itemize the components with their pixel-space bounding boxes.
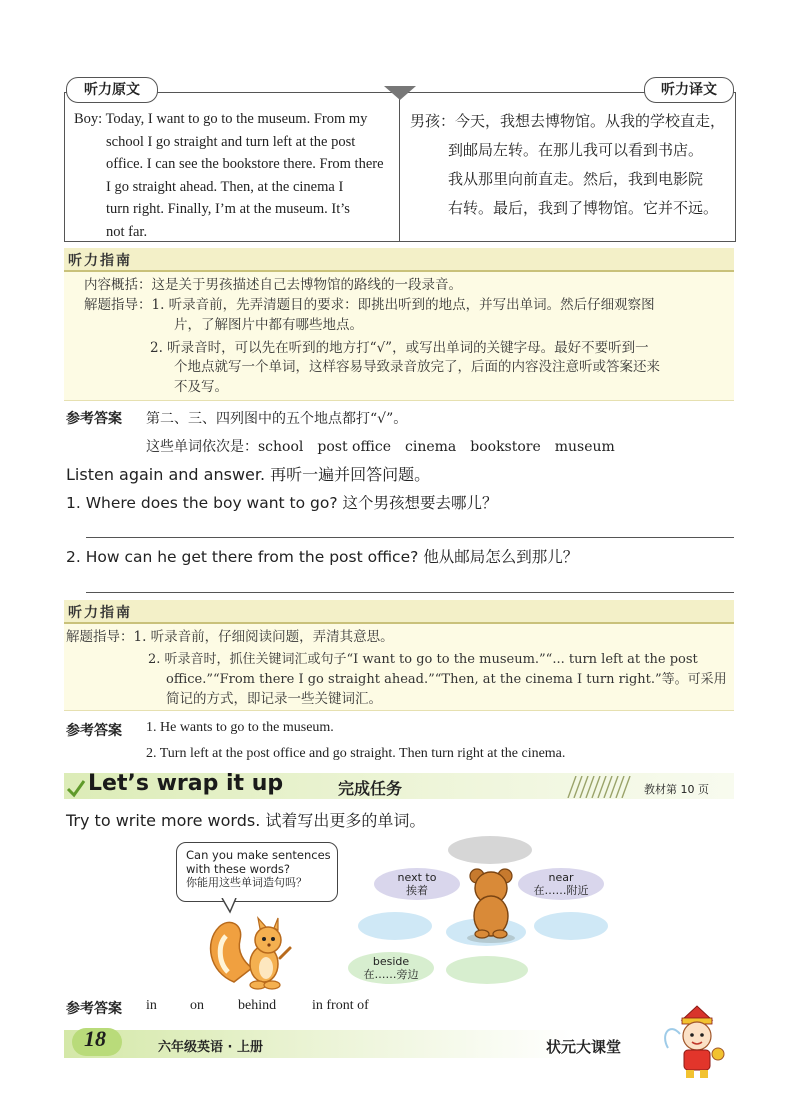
english-line: Boy: Today, I want to go to the museum. From my	[74, 111, 368, 127]
section-title: Let’s wrap it up	[88, 771, 284, 796]
bubble-word: beside	[372, 955, 410, 968]
stripe-decoration	[566, 776, 636, 798]
answer-line-1	[86, 537, 734, 538]
blue-bubble	[534, 912, 608, 940]
guide-line: 简记的方式，即记录一些关键词汇。	[166, 691, 382, 707]
word-bubble-near	[518, 868, 604, 900]
guide-line: 不及写。	[174, 379, 228, 395]
chinese-line: 右转。最后，我到了博物馆。它并不远。	[448, 201, 719, 217]
answer-line-2	[86, 592, 734, 593]
listening-translation-tab: 听力译文	[644, 77, 734, 103]
blue-bubble	[358, 912, 432, 940]
green-bubble	[446, 956, 528, 984]
check-mark-icon	[66, 778, 86, 798]
chinese-line: 男孩：今天，我想去博物馆。从我的学校直走，	[410, 114, 726, 130]
answer-text: 这些单词依次是：school post office cinema bookstore museum	[146, 439, 615, 455]
instruction: Try to write more words. 试着写出更多的单词。	[66, 811, 426, 830]
tab-notch-decoration	[384, 86, 416, 100]
squirrel-illustration	[204, 912, 300, 992]
speech-bubble	[176, 842, 338, 902]
english-line: I go straight ahead. Then, at the cinema I	[106, 178, 344, 195]
mascot-illustration	[664, 1004, 730, 1080]
guide-title: 听力指南	[68, 605, 132, 621]
speech-line: Can you make sentences	[186, 848, 331, 862]
section-heading: Listen again and answer. 再听一遍并回答问题。	[66, 465, 431, 484]
textbook-page-ref: 教材第 10 页	[644, 783, 709, 796]
speech-line: with these words?	[186, 862, 291, 876]
chinese-line: 我从那里向前直走。然后，我到电影院	[448, 172, 704, 188]
brand-name: 状元大课堂	[546, 1038, 622, 1056]
guide-line: 2. 听录音时，抓住关键词汇或句子“I want to go to the museum.”“... turn left at the post	[148, 652, 698, 667]
guide-line: 片，了解图片中都有哪些地点。	[174, 317, 363, 333]
answer-label: 参考答案	[66, 411, 122, 427]
answer-label: 参考答案	[66, 1001, 122, 1017]
english-line: turn right. Finally, I’m at the museum. It’s	[106, 201, 350, 217]
book-title: 六年级英语 · 上册	[158, 1040, 263, 1055]
english-line: not far.	[106, 223, 148, 240]
listening-divider	[399, 92, 400, 242]
answer-word: on	[190, 998, 204, 1013]
grey-bubble	[448, 836, 532, 864]
listening-english-text	[74, 108, 384, 243]
guide-line: 内容概括：这是关于男孩描述自己去博物馆的路线的一段录音。	[84, 277, 462, 293]
bubble-meaning: 挨着	[406, 884, 428, 897]
listening-original-tab: 听力原文	[66, 77, 158, 103]
english-line: school I go straight and turn left at the post	[106, 133, 356, 150]
speech-line: 你能用这些单词造句吗？	[186, 876, 307, 889]
guide-line: office.”“From there I go straight ahead.”“Then, at the cinema I turn right.”等。可采用	[166, 672, 727, 687]
bubble-word: next to	[397, 871, 437, 884]
bear-illustration	[458, 866, 524, 944]
guide-label-strip	[64, 600, 734, 624]
word-bubble-next-to	[374, 868, 460, 900]
guide-label-strip	[64, 248, 734, 272]
question-1: 1. Where does the boy want to go? 这个男孩想要去哪儿？	[66, 494, 498, 512]
answer-word: behind	[238, 998, 277, 1013]
guide-title: 听力指南	[68, 253, 132, 269]
bubble-meaning: 在……附近	[533, 884, 589, 897]
guide-line: 个地点就写一个单词，这样容易导致录音放完了，后面的内容没注意听或答案还来	[174, 359, 660, 375]
chinese-line: 到邮局左转。在那儿我可以看到书店。	[448, 143, 704, 159]
answer-text: 2. Turn left at the post office and go straight. Then turn right at the cinema.	[146, 746, 566, 761]
question-2: 2. How can he get there from the post office? 他从邮局怎么到那儿？	[66, 548, 579, 566]
guide-line: 解题指导：1. 听录音前，仔细阅读问题，弄清其意思。	[66, 629, 394, 645]
english-line: office. I can see the bookstore there. From there	[106, 156, 384, 172]
guide-line: 解题指导：1. 听录音前，先弄清题目的要求：即挑出听到的地点，并写出单词。然后仔细观察图	[84, 297, 655, 313]
bubble-meaning: 在……旁边	[363, 968, 419, 981]
section-subtitle: 完成任务	[338, 779, 403, 798]
answer-label: 参考答案	[66, 723, 122, 739]
answer-word: in	[146, 998, 157, 1013]
answer-text: 1. He wants to go to the museum.	[146, 720, 334, 735]
answer-text: 第二、三、四列图中的五个地点都打“√”。	[146, 411, 408, 427]
guide-line: 2. 听录音时，可以先在听到的地方打“√”，或写出单词的关键字母。最好不要听到一	[150, 340, 649, 356]
bubble-word: near	[548, 871, 574, 884]
listening-chinese-text	[410, 108, 725, 224]
listening-guide-box	[64, 248, 734, 401]
answer-word: in front of	[312, 998, 369, 1013]
page-number: 18	[84, 1026, 106, 1051]
word-bubble-beside	[348, 952, 434, 984]
